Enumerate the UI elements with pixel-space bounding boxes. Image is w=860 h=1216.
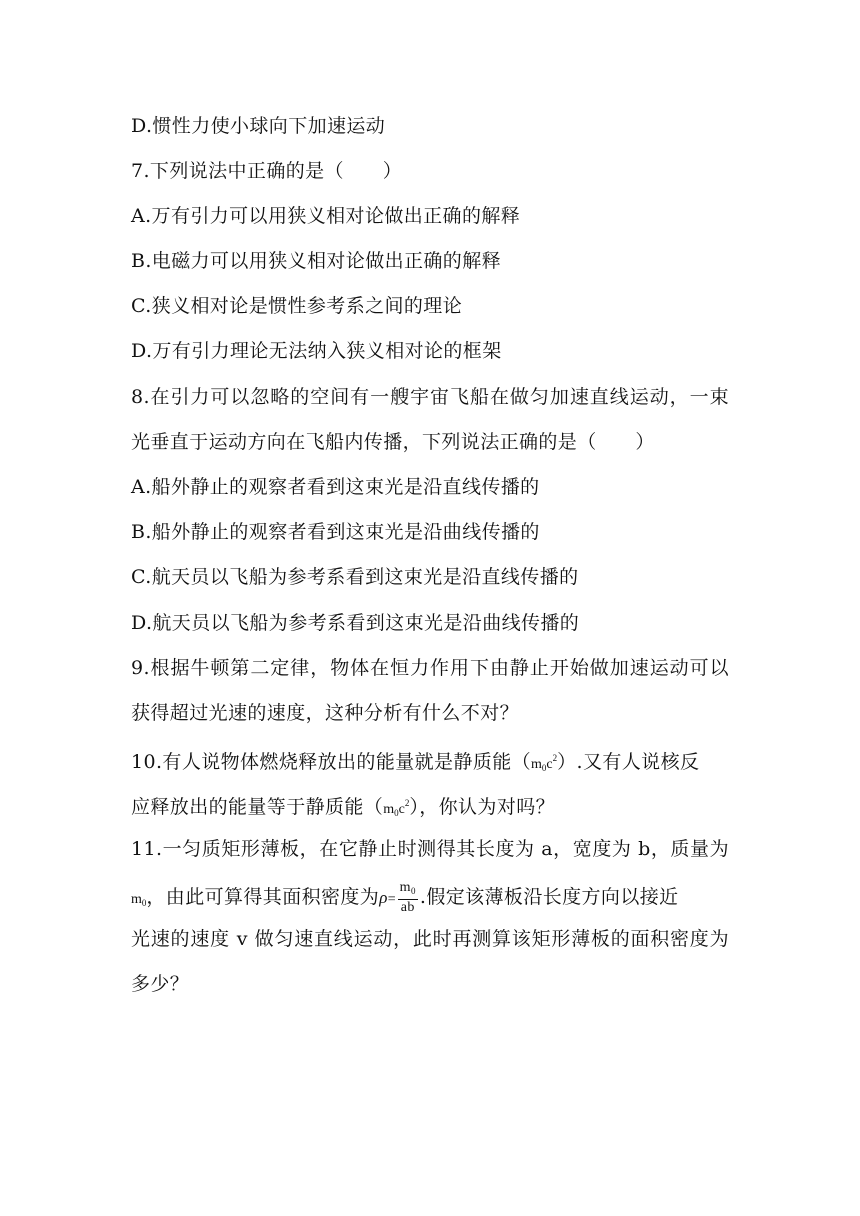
q7-stem: 7.下列说法中正确的是（ ） [131,160,403,182]
q7-option-d: D.万有引力理论无法纳入狭义相对论的框架 [131,340,502,362]
q10-text-b: ）.又有人说核反 [557,751,700,773]
q10-stem-line2 [131,789,555,827]
q8-option-d: D.航天员以飞船为参考系看到这束光是沿曲线传播的 [131,612,580,634]
rest-energy-formula: $m_0c^2$ [531,753,558,773]
density-symbol: ρ [379,888,388,907]
q11-text-b: .假定该薄板沿长度方向以接近 [419,886,679,908]
q11-stem-line1: 11.一匀质矩形薄板，在它静止时测得其长度为 a，宽度为 b，质量为 [131,838,729,860]
q11-stem-line4: 多少？ [131,973,190,995]
q10-text-c: 应释放出的能量等于静质能（ [131,796,384,818]
q11-stem-line2 [131,880,679,917]
density-fraction [398,880,418,916]
q8-option-c: C.航天员以飞船为参考系看到这束光是沿直线传播的 [131,566,579,588]
q10-text-a: 10.有人说物体燃烧释放出的能量就是静质能（ [131,751,532,773]
q11-stem-line3: 光速的速度 v 做匀速直线运动，此时再测算该矩形薄板的面积密度为 [131,928,729,950]
q9-stem-line2: 获得超过光速的速度，这种分析有什么不对？ [131,702,520,724]
q8-option-a: A.船外静止的观察者看到这束光是沿直线传播的 [131,476,540,498]
q8-stem-line1: 8.在引力可以忽略的空间有一艘宇宙飞船在做匀加速直线运动，一束 [131,386,729,408]
rest-mass-symbol: $m_0$ [131,892,147,908]
q9-stem-line1: 9.根据牛顿第二定律，物体在恒力作用下由静止开始做加速运动可以 [131,657,729,679]
q10-text-d: ），你认为对吗？ [409,796,556,818]
q11-text-a: ，由此可算得其面积密度为 [146,886,380,908]
q7-option-c: C.狭义相对论是惯性参考系之间的理论 [131,295,463,317]
q6-option-d: D.惯性力使小球向下加速运动 [131,115,386,137]
q8-option-b: B.船外静止的观察者看到这束光是沿曲线传播的 [131,521,540,543]
rest-energy-formula: $m_0c^2$ [383,798,410,818]
q10-stem-line1 [131,744,699,782]
fraction-denominator: ab [400,900,415,915]
q7-option-a: A.万有引力可以用狭义相对论做出正确的解释 [131,205,521,227]
fraction-numerator: $m_0$ [398,880,418,900]
q7-option-b: B.电磁力可以用狭义相对论做出正确的解释 [131,250,502,272]
q8-stem-line2: 光垂直于运动方向在飞船内传播，下列说法正确的是（ ） [131,431,655,453]
equals-sign: = [387,892,396,907]
